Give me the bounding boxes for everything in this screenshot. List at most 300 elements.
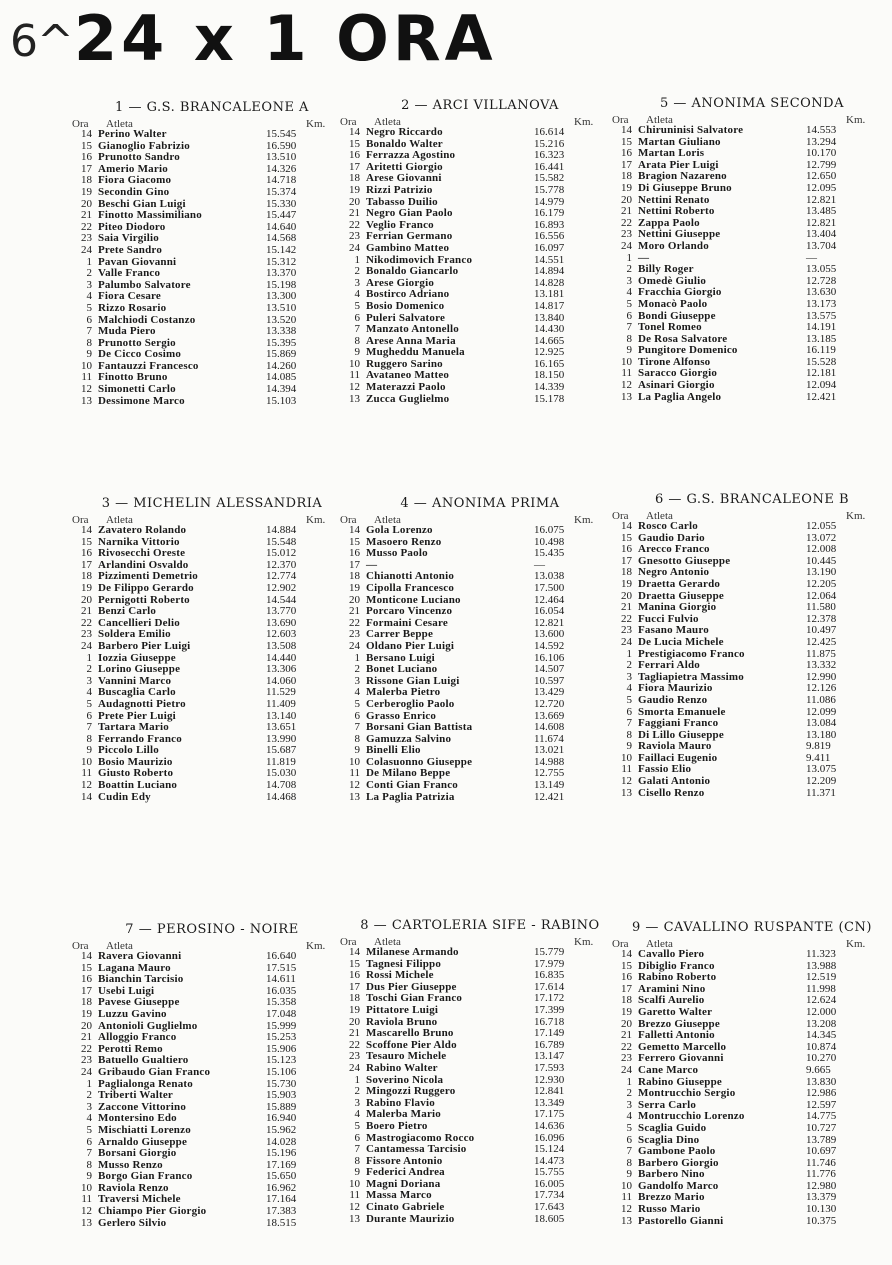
athlete-cell: Garetto Walter [638,1005,713,1018]
athlete-cell: Lorino Giuseppe [98,663,181,676]
hour-cell: 10 [349,1177,360,1190]
km-cell: 13.349 [534,1096,565,1109]
athlete-cell: Durante Maurizio [366,1212,455,1225]
athlete-cell: De Rosa Salvatore [638,332,728,345]
athlete-cell: Pungitore Domenico [638,344,738,357]
km-cell: 13.181 [534,288,565,301]
km-cell: 12.980 [806,1179,837,1192]
km-cell: 12.378 [806,612,837,625]
table-row [612,392,858,404]
athlete-cell: Tabasso Duilio [366,195,438,208]
hour-cell: 4 [86,1112,92,1125]
athlete-cell: Prete Pier Luigi [98,709,176,722]
athlete-cell: Palumbo Salvatore [98,278,191,291]
km-cell: 13.072 [806,531,837,544]
km-cell: 13.669 [534,709,565,722]
km-cell: 14.988 [534,755,565,768]
header-ora: Ora [340,514,357,526]
results-table [72,525,318,803]
athlete-cell: Gambino Matteo [366,241,450,254]
athlete-cell: Finotto Massimiliano [98,209,202,222]
athlete-cell: Fiora Giacomo [98,174,172,187]
athlete-cell: Barbero Nino [638,1168,705,1181]
hour-cell: 12 [349,779,360,792]
table-row [72,396,318,408]
table-row [72,606,318,618]
results-table [340,947,586,1225]
header-atleta: Atleta [106,940,133,952]
table-row [340,243,586,255]
hour-cell: 5 [86,1123,92,1136]
hour-cell: 4 [626,286,632,299]
hour-cell: 19 [349,581,360,594]
table-row [612,660,858,672]
athlete-cell: Arese Anna Maria [366,334,456,347]
hour-cell: 17 [349,160,360,173]
athlete-cell: Falletti Antonio [638,1029,715,1042]
table-row [340,664,586,676]
athlete-cell: Perino Walter [98,128,167,140]
athlete-cell: Di Giuseppe Bruno [638,181,732,194]
athlete-cell: Rabino Roberto [638,971,717,984]
hour-cell: 11 [81,767,92,780]
table-row [340,1063,586,1075]
km-cell: 13.140 [266,709,297,722]
km-cell: 14.708 [266,779,297,792]
km-cell: 12.425 [806,635,837,648]
km-cell: 17.643 [534,1201,565,1214]
athlete-cell: De Lucia Michele [638,635,724,648]
km-cell: 12.821 [806,216,837,229]
hour-cell: 23 [81,1054,92,1067]
athlete-cell: Cinato Gabriele [366,1201,445,1214]
table-row [72,664,318,676]
hour-cell: 18 [81,996,92,1009]
hour-cell: 3 [86,674,92,687]
km-cell: 13.294 [806,135,837,148]
athlete-cell: Cane Marco [638,1063,699,1076]
athlete-cell: Cudin Edy [98,790,151,803]
km-cell: 13.306 [266,663,297,676]
athlete-cell: Ferrari Aldo [638,659,700,672]
km-cell: 12.421 [806,390,837,403]
hour-cell: 23 [81,628,92,641]
km-cell: 9.819 [806,740,831,753]
km-cell: 14.507 [534,663,565,676]
athlete-cell: Gemetto Marcello [638,1040,727,1053]
athlete-cell: Gianoglio Fabrizio [98,139,190,152]
km-cell: 12.774 [266,570,297,583]
athlete-cell: Omedè Giulio [638,274,707,287]
hour-cell: 3 [626,670,632,683]
km-cell: 17.164 [266,1193,297,1206]
athlete-cell: Manzato Antonello [366,323,459,336]
km-cell: 13.600 [534,628,565,641]
athlete-cell: Rosco Carlo [638,520,698,532]
athlete-cell: Bostirco Adriano [366,288,450,301]
km-cell: 15.779 [534,946,565,958]
athlete-cell: Bonaldo Walter [366,137,443,150]
km-cell: 12.464 [534,593,565,606]
hour-cell: 16 [81,547,92,560]
km-cell: 14.592 [534,639,565,652]
km-cell: 16.556 [534,230,565,243]
hour-cell: 7 [354,1143,360,1156]
hour-cell: 20 [621,589,632,602]
hour-cell: 5 [626,693,632,706]
athlete-cell: Tartara Mario [98,721,169,734]
hour-cell: 6 [354,311,360,324]
hour-cell: 2 [86,663,92,676]
km-cell: 13.520 [266,313,297,326]
km-cell: 9.411 [806,751,831,764]
km-cell: 16.097 [534,241,565,254]
km-cell: 16.614 [534,126,565,138]
hour-cell: 10 [621,1179,632,1192]
hour-cell: 8 [86,336,92,349]
hour-cell: 10 [349,755,360,768]
athlete-cell: Bonet Luciano [366,663,438,676]
hour-cell: 4 [626,1110,632,1123]
hour-cell: 18 [349,570,360,583]
athlete-cell: Giusto Roberto [98,767,174,780]
hour-cell: 5 [626,1121,632,1134]
hour-cell: 20 [81,1019,92,1032]
athlete-cell: Puleri Salvatore [366,311,446,324]
hour-cell: 21 [81,209,92,222]
hour-cell: 20 [621,193,632,206]
hour-cell: 17 [81,558,92,571]
hour-cell: 7 [626,1145,632,1158]
km-cell: 13.429 [534,686,565,699]
athlete-cell: Rabino Walter [366,1061,438,1074]
hour-cell: 2 [626,659,632,672]
table-row [340,1202,586,1214]
athlete-cell: Lagana Mauro [98,961,171,974]
hour-cell: 14 [349,946,360,958]
km-cell: 15.216 [534,137,565,150]
hour-cell: 19 [81,581,92,594]
header-atleta: Atleta [374,936,401,948]
athlete-cell: Nettini Renato [638,193,710,206]
hour-cell: 7 [86,721,92,734]
hour-cell: 13 [349,790,360,803]
hour-cell: 18 [349,992,360,1005]
hour-cell: 24 [349,1061,360,1074]
km-cell: 14.260 [266,359,297,372]
athlete-cell: Binelli Elio [366,744,421,757]
hour-cell: 22 [621,612,632,625]
athlete-cell: Cerberoglio Paolo [366,697,455,710]
team-title: 6 — G.S. BRANCALEONE B [654,492,850,507]
km-cell: 15.196 [266,1147,297,1160]
athlete-cell: Gamuzza Salvino [366,732,452,745]
km-cell: 14.718 [266,174,297,187]
athlete-cell: Martan Giuliano [638,135,721,148]
hour-cell: 23 [621,1052,632,1065]
km-cell: 17.979 [534,957,565,970]
km-cell: 12.930 [534,1073,565,1086]
hour-cell: 24 [349,639,360,652]
athlete-cell: Asinari Giorgio [638,379,715,392]
hour-cell: 23 [81,232,92,245]
athlete-cell: Borsani Gian Battista [366,721,473,734]
hour-cell: 11 [349,1189,360,1202]
athlete-cell: Gerlero Silvio [98,1216,167,1229]
handwritten-mark: 6^ [10,16,73,67]
athlete-cell: Smorta Emanuele [638,705,726,718]
km-cell: 17.515 [266,961,297,974]
athlete-cell: Zaccone Vittorino [98,1100,187,1113]
hour-cell: 2 [626,1087,632,1100]
hour-cell: 12 [81,779,92,792]
km-cell: 16.893 [534,218,565,231]
hour-cell: 19 [621,181,632,194]
athlete-cell: Dessimone Marco [98,394,185,407]
km-cell: 14.828 [534,276,565,289]
table-row [340,208,586,220]
hour-cell: 14 [621,124,632,136]
athlete-cell: Rabino Giuseppe [638,1075,722,1088]
athlete-cell: Piteo Diodoro [98,220,166,233]
athlete-cell: Prestigiacomo Franco [638,647,745,660]
km-cell: 14.817 [534,299,565,312]
km-cell: 13.379 [806,1191,837,1204]
hour-cell: 9 [354,1166,360,1179]
km-cell: 11.580 [806,601,836,614]
hour-cell: 17 [621,158,632,171]
athlete-cell: Fasano Mauro [638,624,709,637]
athlete-cell: Prunotto Sandro [98,151,180,164]
table-row [612,241,858,253]
km-cell: 13.075 [806,763,837,776]
table-row [612,579,858,591]
hour-cell: 22 [81,616,92,629]
hour-cell: 24 [621,239,632,252]
athlete-cell: Faillaci Eugenio [638,751,718,764]
athlete-cell: Paglialonga Renato [98,1077,193,1090]
hour-cell: 24 [81,1065,92,1078]
results-table [612,521,858,799]
km-cell: 14.191 [806,321,837,334]
athlete-cell: Gaudio Renzo [638,693,708,706]
athlete-cell: Federici Andrea [366,1166,445,1179]
athlete-cell: Arata Pier Luigi [638,158,719,171]
athlete-cell: Ruggero Sarino [366,357,443,370]
hour-cell: 8 [626,1156,632,1169]
hour-cell: 19 [349,183,360,196]
hour-cell: 2 [626,263,632,276]
km-cell: 11.998 [806,982,836,995]
hour-cell: 12 [621,1203,632,1216]
athlete-cell: Pavese Giuseppe [98,996,180,1009]
table-row [340,606,586,618]
hour-cell: 13 [81,394,92,407]
team-block [72,496,352,803]
athlete-cell: Gnesotto Giuseppe [638,554,731,567]
hour-cell: 22 [349,1038,360,1051]
athlete-cell: Nikodimovich Franco [366,253,473,266]
km-cell: 14.394 [266,383,297,396]
athlete-cell: Colasuonno Giuseppe [366,755,473,768]
athlete-cell: Milanese Armando [366,946,459,958]
athlete-cell: — [638,251,650,264]
hour-cell: 2 [354,1085,360,1098]
hour-cell: 19 [349,1003,360,1016]
header-ora: Ora [72,118,89,130]
results-table [612,949,858,1227]
athlete-cell: Rossi Michele [366,969,434,982]
table-row [612,322,858,334]
team-title: 1 — G.S. BRANCALEONE A [115,100,309,115]
km-cell: 12.720 [534,697,565,710]
km-cell: 12.064 [806,589,837,602]
km-cell: 13.630 [806,286,837,299]
km-cell: 14.636 [534,1119,565,1132]
table-row [72,1206,318,1218]
km-cell: 15.106 [266,1065,297,1078]
hour-cell: 15 [349,137,360,150]
km-cell: 11.875 [806,647,836,660]
athlete-cell: Masoero Renzo [366,535,442,548]
km-cell: 16.718 [534,1015,565,1028]
athlete-cell: Negro Gian Paolo [366,207,453,220]
hour-cell: 9 [86,744,92,757]
athlete-cell: Mingozzi Ruggero [366,1085,456,1098]
athlete-cell: Gribaudo Gian Franco [98,1065,211,1078]
hour-cell: 21 [81,1031,92,1044]
km-cell: 15.650 [266,1170,297,1183]
km-cell: 12.841 [534,1085,565,1098]
hour-cell: 19 [81,185,92,198]
km-cell: 17.500 [534,581,565,594]
km-cell: 15.358 [266,996,297,1009]
hour-cell: 2 [354,265,360,278]
header-km: Km. [846,510,866,522]
km-cell: 12.990 [806,670,837,683]
hour-cell: 22 [81,220,92,233]
table-row [612,695,858,707]
km-cell: 12.624 [806,994,837,1007]
athlete-cell: Prete Sandro [98,243,163,256]
table-row [340,780,586,792]
athlete-cell: Arecco Franco [638,543,710,556]
athlete-cell: Muda Piero [98,325,156,338]
athlete-cell: Bondi Giuseppe [638,309,716,322]
team-title: 8 — CARTOLERIA SIFE - RABINO [360,918,600,933]
hour-cell: 16 [621,971,632,984]
table-row [72,1125,318,1137]
hour-cell: 9 [86,348,92,361]
header-ora: Ora [72,514,89,526]
km-cell: 10.270 [806,1052,837,1065]
table-row [340,722,586,734]
header-atleta: Atleta [374,514,401,526]
athlete-cell: Negro Riccardo [366,126,443,138]
table-row [72,1090,318,1102]
km-cell: 14.640 [266,220,297,233]
athlete-cell: Tirone Alfonso [638,355,711,368]
km-cell: 11.819 [266,755,296,768]
table-row [72,384,318,396]
team-block [72,100,352,407]
athlete-cell: Raviola Renzo [98,1181,169,1194]
team-block [340,496,620,803]
km-cell: 13.990 [266,732,297,745]
hour-cell: 7 [626,321,632,334]
km-cell: 16.075 [534,524,565,536]
table-row [72,1148,318,1160]
km-cell: 13.338 [266,325,297,338]
athlete-cell: Boattin Luciano [98,779,178,792]
hour-cell: 16 [81,151,92,164]
athlete-cell: Carrer Beppe [366,628,434,641]
athlete-cell: Bragion Nazareno [638,170,727,183]
athlete-cell: Chianotti Antonio [366,570,455,583]
hour-cell: 11 [621,367,632,380]
km-cell: 17.399 [534,1003,565,1016]
table-row [612,602,858,614]
hour-cell: 24 [81,639,92,652]
athlete-cell: Pernigotti Roberto [98,593,190,606]
km-cell: 15.778 [534,183,565,196]
header-ora: Ora [72,940,89,952]
table-row [72,641,318,653]
hour-cell: 10 [81,359,92,372]
hour-cell: 21 [621,601,632,614]
table-row [612,1204,858,1216]
hour-cell: 4 [354,686,360,699]
hour-cell: 7 [86,1147,92,1160]
km-cell: 17.383 [266,1205,297,1218]
hour-cell: 20 [349,1015,360,1028]
km-cell: 12.094 [806,379,837,392]
km-cell: 12.799 [806,158,837,171]
km-cell: 14.345 [806,1029,837,1042]
hour-cell: 14 [349,524,360,536]
athlete-cell: Soverino Nicola [366,1073,444,1086]
hour-cell: 20 [81,197,92,210]
km-cell: 12.986 [806,1087,837,1100]
km-cell: 14.551 [534,253,565,266]
km-cell: 13.575 [806,309,837,322]
km-cell: 10.375 [806,1214,837,1227]
athlete-cell: La Paglia Angelo [638,390,722,403]
hour-cell: 9 [354,744,360,757]
hour-cell: 17 [349,980,360,993]
hour-cell: 10 [81,755,92,768]
hour-cell: 18 [621,566,632,579]
km-cell: 16.054 [534,605,565,618]
hour-cell: 13 [621,1214,632,1227]
athlete-cell: Veglio Franco [366,218,434,231]
athlete-cell: Barbero Giorgio [638,1156,719,1169]
km-cell: 14.544 [266,593,297,606]
hour-cell: 4 [86,290,92,303]
athlete-cell: Bonaldo Giancarlo [366,265,459,278]
km-cell: 16.119 [806,344,836,357]
table-row [340,1086,586,1098]
hour-cell: 16 [349,149,360,162]
hour-cell: 18 [621,994,632,1007]
hour-cell: 5 [86,697,92,710]
hour-cell: 19 [81,1007,92,1020]
km-cell: 14.884 [266,524,297,536]
hour-cell: 1 [354,253,360,266]
hour-cell: 22 [621,216,632,229]
km-cell: 12.008 [806,543,837,556]
table-row [340,947,586,959]
